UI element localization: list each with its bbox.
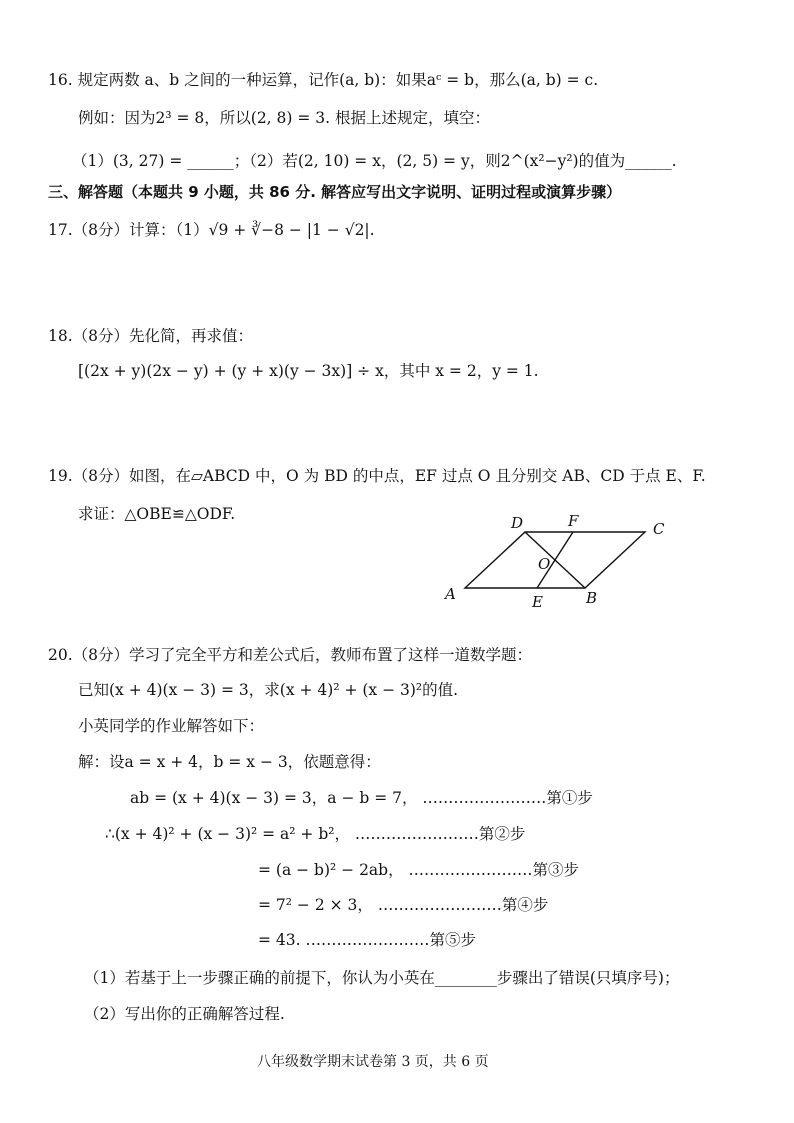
q18-line2: [(2x + y)(2x − y) + (y + x)(y − 3x)] ÷ x，其中 x = 2，y = 1. (78, 362, 539, 380)
q20-line4: 解：设a = x + 4，b = x − 3，依题意得： (78, 753, 381, 771)
section3-heading: 三、解答题（本题共 9 小题，共 86 分. 解答应写出文字说明、证明过程或演算步骤） (48, 183, 622, 201)
q20-part1: （1）若基于上一步骤正确的前提下，你认为小英在________步骤出了错误(只填序号)； (84, 969, 680, 987)
q20-step3: = (a − b)² − 2ab， ……………………第③步 (258, 861, 580, 879)
label-B: B (586, 589, 598, 607)
page-footer: 八年级数学期末试卷第 3 页，共 6 页 (257, 1054, 489, 1070)
q20-step1: ab = (x + 4)(x − 3) = 3，a − b = 7， ……………………第①步 (130, 789, 593, 807)
q20-line1: 20.（8分）学习了完全平方和差公式后，教师布置了这样一道数学题： (48, 646, 533, 664)
q20-part2: （2）写出你的正确解答过程. (84, 1005, 285, 1023)
q19-line2: 求证：△OBE≌△ODF. (78, 505, 236, 523)
q16-line3: （1）(3, 27) = ______；（2）若(2, 10) = x，(2, 5) = y，则2^(x²−y²)的值为______. (72, 152, 677, 170)
q20-line2: 已知(x + 4)(x − 3) = 3，求(x + 4)² + (x − 3)²的值. (78, 681, 459, 699)
q20-step2: ∴(x + 4)² + (x − 3)² = a² + b²， ……………………第②步 (105, 825, 526, 843)
label-A: A (445, 585, 456, 603)
q17: 17.（8分）计算：（1）√9 + ∛−8 − |1 − √2|. (48, 221, 375, 239)
q18-line1: 18.（8分）先化简，再求值： (48, 327, 254, 345)
q20-step5: = 43. ……………………第⑤步 (258, 931, 476, 949)
q20-line3: 小英同学的作业解答如下： (78, 717, 265, 735)
q20-step4: = 7² − 2 × 3， ……………………第④步 (258, 896, 549, 914)
q16-line1: 16. 规定两数 a、b 之间的一种运算，记作(a, b)：如果aᶜ = b，那么(a, b) = c. (48, 71, 599, 89)
label-D: D (511, 514, 524, 532)
label-O: O (538, 555, 551, 573)
label-E: E (532, 593, 543, 610)
label-C: C (653, 520, 665, 538)
parallelogram-figure (440, 510, 680, 610)
q16-line2: 例如：因为2³ = 8，所以(2, 8) = 3. 根据上述规定，填空： (78, 109, 491, 127)
label-F: F (568, 512, 579, 530)
q19-line1: 19.（8分）如图，在▱ABCD 中，O 为 BD 的中点，EF 过点 O 且分别交 AB、CD 于点 E、F. (48, 467, 706, 485)
